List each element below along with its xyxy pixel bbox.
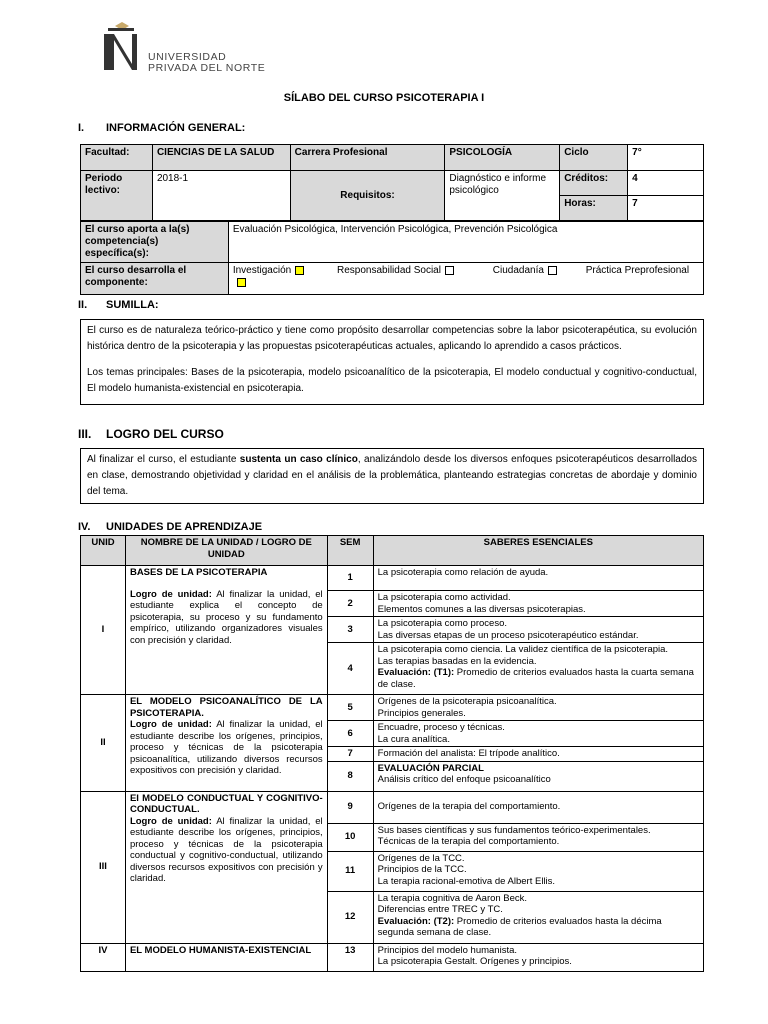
componente-investigacion: Investigación — [233, 265, 304, 276]
sem-12: 12 — [327, 891, 373, 943]
saberes-11: Orígenes de la TCC. Principios de la TCC. La terapia racional-emotiva de Albert Ellis. — [373, 851, 703, 891]
table-row — [81, 695, 704, 721]
header-nombre: NOMBRE DE LA UNIDAD / LOGRO DE UNIDAD — [125, 536, 327, 566]
sem-4: 4 — [327, 643, 373, 695]
section-3-title: LOGRO DEL CURSO — [106, 427, 224, 441]
periodo-label: Periodo lectivo: — [81, 171, 153, 221]
logro-text-post: , analizándolo desde los diversos enfoques psicoterapéuticos desarrollados en clase, demostrando objetividad y claridad en el análisis de la problemática, planteando estrategias concretas de abordaje y dominio del tema. — [87, 454, 697, 497]
section-1-number: I. — [78, 122, 85, 134]
header-unid: UNID — [81, 536, 126, 566]
header-saberes: SABERES ESENCIALES — [373, 536, 703, 566]
requisitos-value: Diagnóstico e informe psicológico — [445, 171, 560, 221]
competencia-table — [80, 221, 704, 295]
ciclo-label: Ciclo — [560, 145, 628, 171]
competencia-label: El curso aporta a la(s) competencia(s) específica(s): — [81, 222, 229, 263]
unit-3-logro: Al finalizar la unidad, el estudiante describe los orígenes, principios, proceso y técnicas de la psicoterapia conductual y cognitivo-conductual, utilizando diversos recursos expositivos con precisión y claridad. — [129, 815, 323, 884]
ciclo-value: 7° — [628, 145, 704, 171]
horas-label: Horas: — [560, 196, 628, 221]
university-logo — [100, 20, 270, 80]
logo-text — [148, 52, 265, 74]
section-2-number: II. — [78, 299, 88, 311]
creditos-value: 4 — [628, 171, 704, 196]
componente-ciudadania: Ciudadanía — [493, 265, 557, 276]
unit-4-number: IV — [81, 943, 126, 971]
saberes-7: Formación del analista: El trípode analítico. — [373, 747, 703, 762]
unit-1-number: I — [81, 566, 126, 695]
saberes-13: Principios del modelo humanista. La psicoterapia Gestalt. Orígenes y principios. — [373, 943, 703, 971]
saberes-12: La terapia cognitiva de Aaron Beck. Diferencias entre TREC y TC. Evaluación: (T2): Promedio de criterios evaluados hasta la décima segunda semana de clase. — [373, 891, 703, 943]
investigacion-checkbox[interactable] — [295, 266, 304, 275]
horas-value: 7 — [628, 196, 704, 221]
unit-1-title: BASES DE LA PSICOTERAPIA — [129, 567, 268, 578]
section-2-heading — [78, 299, 159, 311]
periodo-value: 2018-1 — [152, 171, 290, 221]
unit-3-logro-label: Logro de unidad: — [129, 815, 212, 827]
sumilla-box — [80, 319, 704, 405]
section-1-title: INFORMACIÓN GENERAL: — [106, 122, 246, 134]
sem-2: 2 — [327, 591, 373, 617]
unit-4-title: EL MODELO HUMANISTA-EXISTENCIAL — [125, 943, 327, 971]
practica-checkbox[interactable] — [237, 278, 246, 287]
logo-mark-icon — [100, 20, 142, 76]
creditos-label: Créditos: — [560, 171, 628, 196]
saberes-10: Sus bases científicas y sus fundamentos teórico-experimentales. Técnicas de la terapia del comportamiento. — [373, 823, 703, 851]
sem-3: 3 — [327, 617, 373, 643]
unit-2-logro: Al finalizar la unidad, el estudiante describe los orígenes, principios, proceso y técnicas de la psicoterapia psicoanalítica, utilizando diversos recursos expositivos con precisión y claridad. — [129, 719, 323, 776]
logo-line-1: UNIVERSIDAD — [148, 51, 227, 63]
sem-10: 10 — [327, 823, 373, 851]
competencia-value: Evaluación Psicológica, Intervención Psicológica, Prevención Psicológica — [228, 222, 703, 263]
sumilla-paragraph-2: Los temas principales: Bases de la psicoterapia, modelo psicoanalítico de la psicoterapia, El modelo conductual y cognitivo-conductual, El modelo humanista-existencial en psicoterapia. — [87, 367, 697, 394]
componente-label: El curso desarrolla el componente: — [81, 263, 229, 295]
table-row — [81, 566, 704, 591]
section-3-heading — [78, 427, 224, 441]
table-row — [81, 791, 704, 823]
section-3-number: III. — [78, 427, 92, 441]
carrera-label: Carrera Profesional — [290, 145, 445, 171]
saberes-3: La psicoterapia como proceso. Las diversas etapas de un proceso psicoterapéutico estándar. — [373, 617, 703, 643]
saberes-9: Orígenes de la terapia del comportamiento. — [373, 791, 703, 823]
section-4-heading — [78, 521, 262, 533]
section-4-title: UNIDADES DE APRENDIZAJE — [106, 521, 263, 533]
unit-1-description — [125, 566, 327, 695]
logo-line-2: PRIVADA DEL NORTE — [148, 62, 266, 74]
section-2-title: SUMILLA: — [106, 299, 159, 311]
logro-box — [80, 448, 704, 504]
componente-options — [228, 263, 703, 295]
saberes-6: Encuadre, proceso y técnicas. La cura analítica. — [373, 721, 703, 747]
sumilla-paragraph-1: El curso es de naturaleza teórico-práctico y tiene como propósito desarrollar competencias sobre la labor psicoterapéutica, su evolución histórica dentro de la psicoterapia y las propuestas psicoterapéuticas actuales, aplicando lo aprendido a casos prácticos. — [87, 325, 697, 352]
sem-9: 9 — [327, 791, 373, 823]
header-sem: SEM — [327, 536, 373, 566]
sem-6: 6 — [327, 721, 373, 747]
sem-13: 13 — [327, 943, 373, 971]
table-row — [81, 943, 704, 971]
saberes-2: La psicoterapia como actividad. Elementos comunes a las diversas psicoterapias. — [373, 591, 703, 617]
units-header-row — [81, 536, 704, 566]
logro-text-pre: Al finalizar el curso, el estudiante — [87, 454, 240, 465]
unit-3-title: EI MODELO CONDUCTUAL Y COGNITIVO-CONDUCTUAL. — [129, 792, 323, 815]
sem-5: 5 — [327, 695, 373, 721]
unit-3-description — [125, 791, 327, 943]
unit-3-number: III — [81, 791, 126, 943]
requisitos-label: Requisitos: — [290, 171, 445, 221]
section-4-number: IV. — [78, 521, 91, 533]
section-1-heading — [78, 122, 245, 134]
ciudadania-checkbox[interactable] — [548, 266, 557, 275]
unit-2-logro-label: Logro de unidad: — [129, 719, 212, 730]
saberes-8: EVALUACIÓN PARCIAL Análisis crítico del enfoque psicoanalítico — [373, 761, 703, 791]
carrera-value: PSICOLOGÍA — [445, 145, 560, 171]
responsabilidad-checkbox[interactable] — [445, 266, 454, 275]
saberes-5: Orígenes de la psicoterapia psicoanalítica. Principios generales. — [373, 695, 703, 721]
componente-practica: Práctica Preprofesional — [233, 265, 689, 288]
sem-11: 11 — [327, 851, 373, 891]
info-table — [80, 144, 704, 221]
unit-1-logro-label: Logro de unidad: — [129, 588, 212, 600]
unit-2-title: EL MODELO PSICOANALÍTICO DE LA PSICOTERAPIA. — [129, 696, 323, 719]
unit-1-logro: Al finalizar la unidad, el estudiante explica el concepto de psicoterapia, su proceso y su fundamento empírico, utilizando organizadores visuales con precisión y claridad. — [129, 588, 323, 646]
saberes-4: La psicoterapia como ciencia. La validez científica de la psicoterapia. Las terapias basadas en la evidencia. Evaluación: (T1): Promedio de criterios evaluados hasta la cuarta semana de clase. — [373, 643, 703, 695]
componente-responsabilidad: Responsabilidad Social — [337, 265, 454, 276]
units-table — [80, 535, 704, 972]
unit-2-description — [125, 695, 327, 792]
facultad-label: Facultad: — [81, 145, 153, 171]
sem-8: 8 — [327, 761, 373, 791]
sem-7: 7 — [327, 747, 373, 762]
document-title: SÍLABO DEL CURSO PSICOTERAPIA I — [283, 92, 485, 104]
facultad-value: CIENCIAS DE LA SALUD — [152, 145, 290, 171]
saberes-1: La psicoterapia como relación de ayuda. — [373, 566, 703, 591]
unit-2-number: II — [81, 695, 126, 792]
sem-1: 1 — [327, 566, 373, 591]
logro-text-bold: sustenta un caso clínico — [239, 454, 358, 465]
